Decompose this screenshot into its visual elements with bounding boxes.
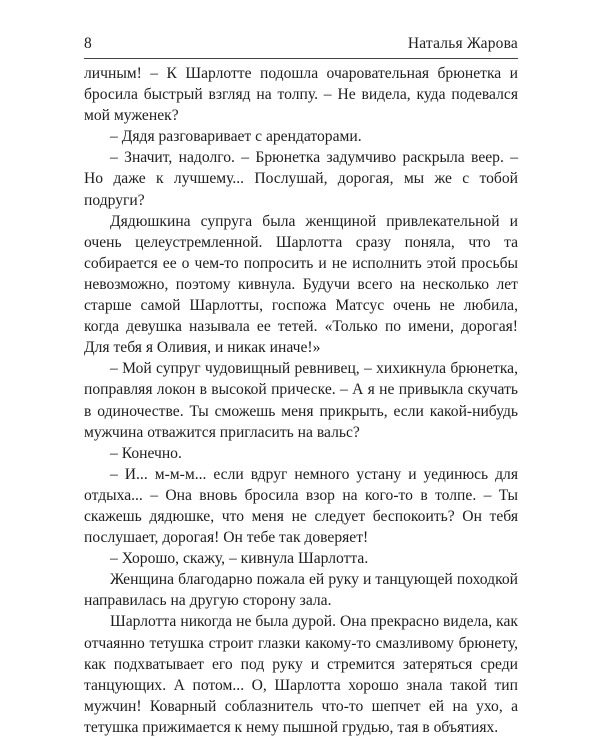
paragraph: Дядюшкина супруга была женщиной привлекательной и очень целеустремленной. Шарлотта сразу поняла, что та собирается ее о чем-то попросить и не исполнить этой просьбы невозможно, поэтому кивнула. Будучи всего на несколько лет старше самой Шарлотты, госпожа Матсус очень не любила, когда девушка называла ее тетей. «Только по имени, дорогая! Для тебя я Оливия, и никак иначе!» — [84, 212, 518, 357]
paragraph: – И... м-м-м... если вдруг немного устану и уединюсь для отдыха... – Она вновь бросила взор на кого-то в толпе. – Ты скажешь дядюшке, что меня не следует беспокоить? Он тебя послушает, дорогая! Он тебе так доверяет! — [84, 465, 518, 547]
paragraph: – Дядя разговаривает с арендаторами. — [110, 128, 362, 146]
paragraph: – Конечно. — [110, 444, 182, 462]
paragraph: Женщина благодарно пожала ей руку и танцующей походкой направилась на другую сторону зала. — [84, 571, 518, 610]
header-divider — [84, 58, 518, 59]
paragraph: – Хорошо, скажу, – кивнула Шарлотта. — [110, 550, 369, 568]
paragraph: – Мой супруг чудовищный ревнивец, – хихикнула брюнетка, поправляя локон в высокой прическе. – А я не привыкла скучать в одиночестве. Ты сможешь меня прикрыть, если какой-нибудь мужчина отважится пригласить на вальс? — [84, 360, 518, 441]
body-text — [84, 63, 518, 738]
paragraph: Шарлотта никогда не была дурой. Она прекрасно видела, как отчаянно тетушка строит глазки какому-то смазливому брюнету, как подхватывает его под руку и стремится затеряться среди танцующих. А потом... О, Шарлотта хорошо знала такой тип мужчин! Коварный соблазнитель что-то шепчет ей на ухо, а тетушка прижимается к нему пышной грудью, тая в объятиях. — [84, 613, 518, 736]
book-author: Наталья Жарова — [407, 35, 518, 52]
page-number: 8 — [84, 35, 92, 52]
paragraph: – Значит, надолго. – Брюнетка задумчиво раскрыла веер. – Но даже к лучшему... Послушай, дорогая, мы же с тобой подруги? — [84, 149, 518, 209]
running-head — [84, 33, 518, 55]
paragraph: личным! – К Шарлотте подошла очаровательная брюнетка и бросила быстрый взгляд на толпу. – Не видела, куда подевался мой муженек? — [84, 65, 518, 125]
